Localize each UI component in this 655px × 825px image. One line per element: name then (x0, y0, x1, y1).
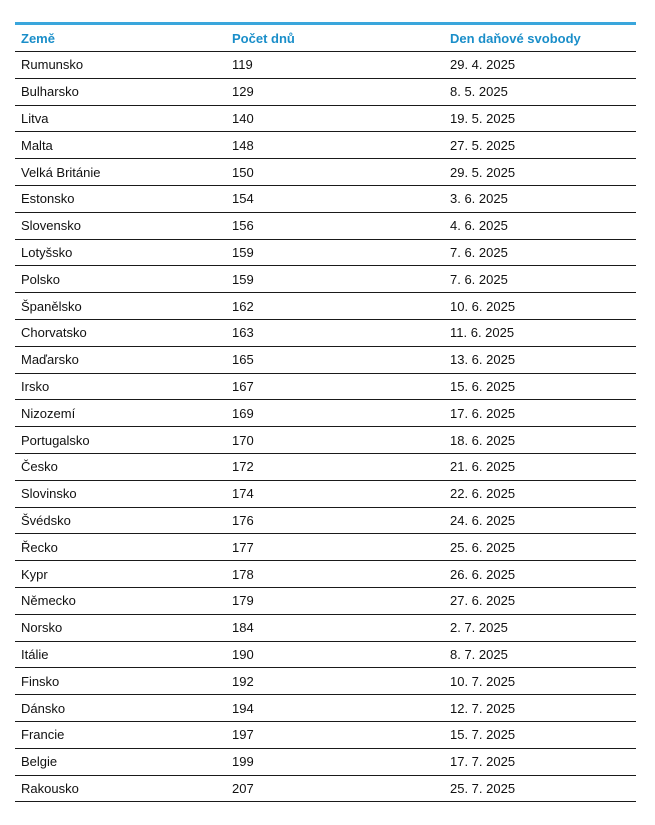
cell-country: Slovinsko (15, 480, 226, 507)
table-row (15, 721, 636, 748)
cell-days: 179 (226, 587, 444, 614)
cell-freedom-day: 7. 6. 2025 (444, 239, 636, 266)
cell-freedom-day: 4. 6. 2025 (444, 212, 636, 239)
table-row (15, 319, 636, 346)
cell-days: 199 (226, 748, 444, 775)
cell-days: 159 (226, 266, 444, 293)
table-row (15, 534, 636, 561)
table-row (15, 132, 636, 159)
tax-freedom-table (15, 25, 636, 802)
table-header-row (15, 25, 636, 52)
cell-days: 150 (226, 159, 444, 186)
cell-freedom-day: 29. 4. 2025 (444, 52, 636, 79)
cell-country: Velká Británie (15, 159, 226, 186)
header-days: Počet dnů (226, 25, 444, 52)
cell-days: 172 (226, 453, 444, 480)
cell-country: Nizozemí (15, 400, 226, 427)
cell-country: Česko (15, 453, 226, 480)
table-row (15, 668, 636, 695)
cell-days: 148 (226, 132, 444, 159)
table-row (15, 239, 636, 266)
cell-country: Řecko (15, 534, 226, 561)
table-row (15, 266, 636, 293)
cell-country: Bulharsko (15, 78, 226, 105)
cell-days: 163 (226, 319, 444, 346)
cell-days: 165 (226, 346, 444, 373)
cell-country: Litva (15, 105, 226, 132)
cell-country: Rumunsko (15, 52, 226, 79)
table-body (15, 52, 636, 802)
cell-country: Dánsko (15, 695, 226, 722)
cell-freedom-day: 21. 6. 2025 (444, 453, 636, 480)
cell-freedom-day: 8. 7. 2025 (444, 641, 636, 668)
cell-freedom-day: 17. 7. 2025 (444, 748, 636, 775)
cell-country: Kypr (15, 561, 226, 588)
table-row (15, 159, 636, 186)
cell-country: Francie (15, 721, 226, 748)
cell-country: Lotyšsko (15, 239, 226, 266)
cell-freedom-day: 27. 6. 2025 (444, 587, 636, 614)
cell-country: Itálie (15, 641, 226, 668)
cell-days: 162 (226, 293, 444, 320)
cell-days: 154 (226, 185, 444, 212)
cell-days: 156 (226, 212, 444, 239)
table-row (15, 695, 636, 722)
cell-days: 129 (226, 78, 444, 105)
table-row (15, 346, 636, 373)
cell-days: 176 (226, 507, 444, 534)
cell-freedom-day: 22. 6. 2025 (444, 480, 636, 507)
header-country: Země (15, 25, 226, 52)
cell-days: 197 (226, 721, 444, 748)
cell-freedom-day: 29. 5. 2025 (444, 159, 636, 186)
cell-days: 177 (226, 534, 444, 561)
cell-freedom-day: 26. 6. 2025 (444, 561, 636, 588)
cell-country: Švédsko (15, 507, 226, 534)
table-row (15, 52, 636, 79)
cell-days: 174 (226, 480, 444, 507)
cell-freedom-day: 19. 5. 2025 (444, 105, 636, 132)
header-freedom-day: Den daňové svobody (444, 25, 636, 52)
cell-freedom-day: 8. 5. 2025 (444, 78, 636, 105)
cell-country: Portugalsko (15, 427, 226, 454)
cell-freedom-day: 24. 6. 2025 (444, 507, 636, 534)
table-row (15, 641, 636, 668)
table-row (15, 614, 636, 641)
cell-days: 190 (226, 641, 444, 668)
cell-freedom-day: 27. 5. 2025 (444, 132, 636, 159)
cell-country: Finsko (15, 668, 226, 695)
table-row (15, 105, 636, 132)
cell-days: 170 (226, 427, 444, 454)
cell-days: 194 (226, 695, 444, 722)
cell-days: 140 (226, 105, 444, 132)
cell-days: 178 (226, 561, 444, 588)
table-row (15, 185, 636, 212)
cell-freedom-day: 2. 7. 2025 (444, 614, 636, 641)
cell-days: 207 (226, 775, 444, 802)
table-row (15, 775, 636, 802)
cell-days: 184 (226, 614, 444, 641)
cell-days: 169 (226, 400, 444, 427)
cell-days: 167 (226, 373, 444, 400)
cell-freedom-day: 17. 6. 2025 (444, 400, 636, 427)
cell-freedom-day: 15. 6. 2025 (444, 373, 636, 400)
table-row (15, 748, 636, 775)
table-row (15, 400, 636, 427)
table-row (15, 453, 636, 480)
cell-freedom-day: 13. 6. 2025 (444, 346, 636, 373)
cell-country: Irsko (15, 373, 226, 400)
table-row (15, 373, 636, 400)
cell-freedom-day: 12. 7. 2025 (444, 695, 636, 722)
table-row (15, 293, 636, 320)
cell-freedom-day: 25. 7. 2025 (444, 775, 636, 802)
table-row (15, 561, 636, 588)
cell-country: Malta (15, 132, 226, 159)
cell-days: 192 (226, 668, 444, 695)
table-row (15, 212, 636, 239)
cell-country: Estonsko (15, 185, 226, 212)
cell-country: Slovensko (15, 212, 226, 239)
cell-freedom-day: 10. 7. 2025 (444, 668, 636, 695)
cell-freedom-day: 18. 6. 2025 (444, 427, 636, 454)
cell-days: 119 (226, 52, 444, 79)
cell-country: Norsko (15, 614, 226, 641)
cell-freedom-day: 15. 7. 2025 (444, 721, 636, 748)
table-row (15, 427, 636, 454)
cell-freedom-day: 3. 6. 2025 (444, 185, 636, 212)
table-row (15, 480, 636, 507)
cell-freedom-day: 25. 6. 2025 (444, 534, 636, 561)
cell-country: Maďarsko (15, 346, 226, 373)
cell-country: Rakousko (15, 775, 226, 802)
cell-days: 159 (226, 239, 444, 266)
cell-freedom-day: 10. 6. 2025 (444, 293, 636, 320)
table-row (15, 507, 636, 534)
cell-country: Belgie (15, 748, 226, 775)
cell-freedom-day: 7. 6. 2025 (444, 266, 636, 293)
tax-freedom-table-container (15, 22, 636, 802)
cell-country: Německo (15, 587, 226, 614)
cell-country: Chorvatsko (15, 319, 226, 346)
table-row (15, 78, 636, 105)
cell-country: Španělsko (15, 293, 226, 320)
table-row (15, 587, 636, 614)
cell-freedom-day: 11. 6. 2025 (444, 319, 636, 346)
cell-country: Polsko (15, 266, 226, 293)
